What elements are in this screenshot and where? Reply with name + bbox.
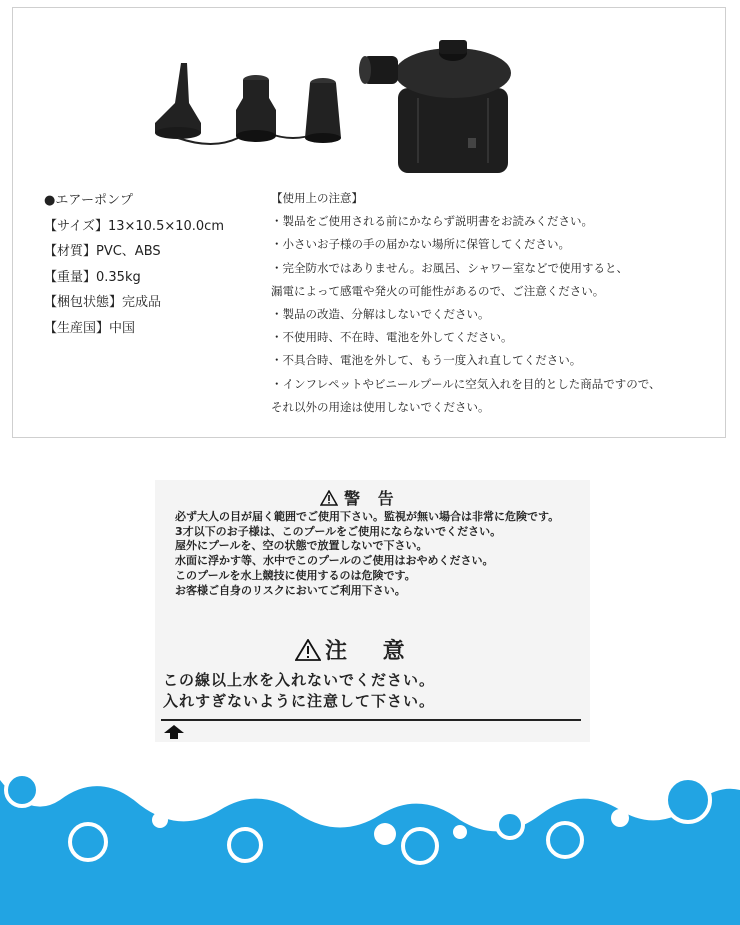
warning-heading	[320, 486, 400, 509]
product-name: ●エアーポンプ	[44, 193, 133, 208]
water-level-line	[161, 719, 581, 721]
product-info-card	[12, 7, 726, 438]
warning-line: 必ず大人の目が届く範囲でご使用下さい。監視が無い場合は非常に危険です。	[175, 510, 560, 523]
note-line: 漏電によって感電や発火の可能性があるので、ご注意ください。	[271, 283, 605, 298]
caution-triangle-icon	[295, 639, 321, 661]
caution-heading	[295, 634, 419, 665]
spec-packaging: 【梱包状態】完成品	[44, 295, 162, 310]
note-line: ・不使用時、不在時、電池を外してください。	[271, 330, 513, 345]
spec-list	[44, 188, 224, 341]
caution-lines	[163, 670, 435, 712]
spec-size: 【サイズ】13×10.5×10.0cm	[44, 218, 224, 234]
water-bubbles-decoration	[0, 760, 740, 925]
note-line: ・製品の改造、分解はしないでください。	[271, 307, 490, 322]
warning-line: このプールを水上競技に使用するのは危険です。	[175, 568, 416, 582]
note-line: ・小さいお子様の手の届かない場所に保管してください。	[271, 237, 570, 252]
note-line: ・不具合時、電池を外して、もう一度入れ直してください。	[271, 353, 582, 368]
caution-title: 注 意	[325, 639, 419, 664]
spec-material: 【材質】PVC、ABS	[44, 244, 161, 259]
usage-notes	[271, 187, 661, 419]
warning-line: 3才以下のお子様は、このプールをご使用にならないでください。	[175, 524, 502, 538]
warning-line: お客様ご自身のリスクにおいてご利用下さい。	[175, 583, 406, 597]
notes-heading: 【使用上の注意】	[271, 191, 363, 205]
pool-warning-label	[155, 480, 590, 742]
spec-origin: 【生産国】中国	[44, 320, 136, 336]
note-line: ・インフレペットやビニールプールに空気入れを目的とした商品ですので、	[271, 376, 661, 391]
warning-line: 水面に浮かす等、水中でこのプールのご使用はおやめください。	[175, 554, 494, 568]
warning-triangle-icon	[320, 490, 338, 506]
note-line: それ以外の用途は使用しないでください。	[271, 399, 490, 414]
caution-line: この線以上水を入れないでください。	[163, 671, 436, 689]
warning-lines	[175, 510, 559, 598]
warning-title: 警 告	[344, 489, 400, 508]
caution-line: 入れすぎないように注意して下さい。	[163, 692, 436, 710]
arrow-up-icon	[163, 724, 185, 740]
spec-weight: 【重量】0.35kg	[44, 269, 141, 285]
warning-line: 屋外にプールを、空の状態で放置しないで下さい。	[175, 539, 428, 553]
note-line: ・製品をご使用される前にかならず説明書をお読みください。	[271, 214, 593, 229]
note-line: ・完全防水ではありません。お風呂、シャワー室などで使用すると、	[271, 260, 628, 275]
air-pump-image	[143, 38, 523, 178]
